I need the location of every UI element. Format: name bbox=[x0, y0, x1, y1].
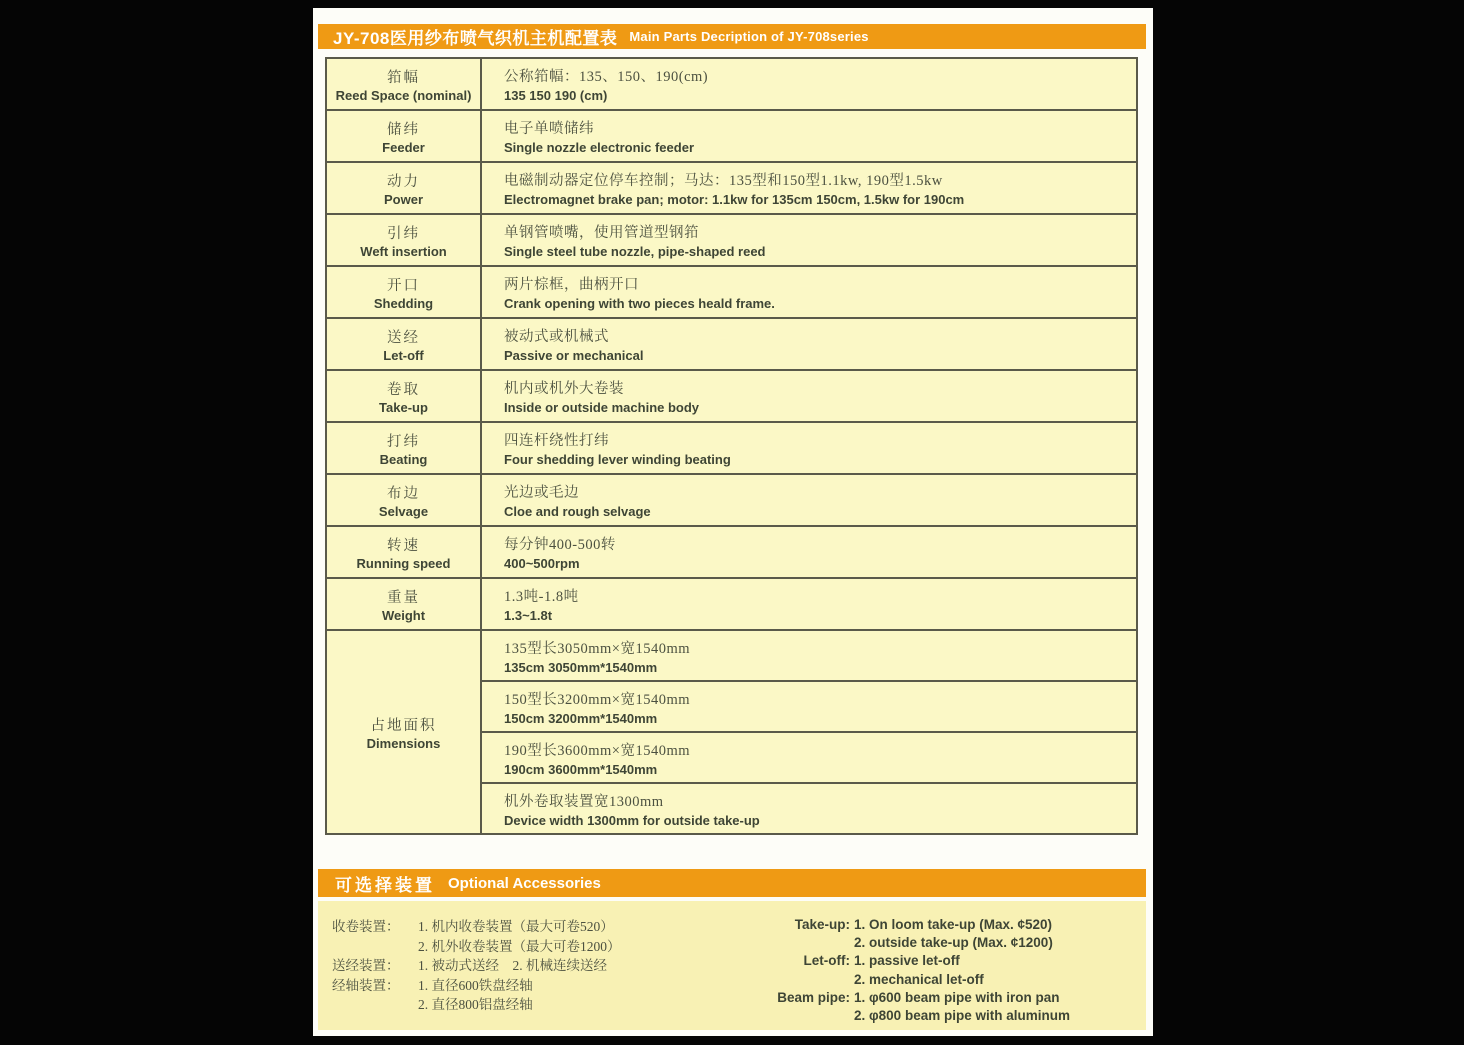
dims-desc-cn: 机外卷取装置宽1300mm bbox=[504, 793, 664, 810]
spec-desc-cell bbox=[482, 423, 1136, 473]
dimensions-sub-row-190 bbox=[482, 733, 1136, 784]
accessory-label bbox=[758, 1007, 850, 1025]
accessory-text: 2. 机外收卷装置（最大可卷1200） bbox=[418, 938, 621, 954]
accessory-text: 2. 直径800铝盘经轴 bbox=[418, 997, 533, 1012]
accessory-label: Beam pipe: bbox=[777, 989, 850, 1005]
spec-label-cell bbox=[327, 371, 482, 421]
accessories-box bbox=[318, 901, 1146, 1030]
spec-label-en: Running speed bbox=[356, 555, 451, 571]
accessory-line bbox=[332, 917, 758, 937]
spec-label-cn: 开口 bbox=[387, 277, 420, 294]
dimensions-sub-row-150 bbox=[482, 682, 1136, 733]
spec-label-cn: 筘幅 bbox=[387, 69, 420, 86]
spec-label-cell bbox=[327, 215, 482, 265]
catalog-page bbox=[313, 8, 1153, 1036]
spec-label-en: Take-up bbox=[379, 399, 428, 415]
spec-label-en: Reed Space (nominal) bbox=[335, 87, 472, 103]
dims-desc-cn: 190型长3600mm×宽1540mm bbox=[504, 742, 691, 759]
spec-label-en: Weight bbox=[381, 607, 426, 623]
spec-row-take-up bbox=[327, 371, 1136, 423]
spec-row-weight bbox=[327, 579, 1136, 631]
spec-label-cn: 重量 bbox=[387, 589, 420, 606]
spec-desc-cell bbox=[482, 163, 1136, 213]
dimensions-sub-row-outside-takeup bbox=[482, 784, 1136, 833]
spec-row-running-speed bbox=[327, 527, 1136, 579]
spec-desc-cn: 每分钟400-500转 bbox=[504, 537, 616, 553]
spec-label-cell bbox=[327, 111, 482, 161]
accessories-title-en: Optional Accessories bbox=[448, 874, 601, 892]
spec-desc-en: Inside or outside machine body bbox=[504, 400, 700, 415]
spec-label-cn: 打纬 bbox=[387, 433, 420, 450]
spec-desc-cell bbox=[482, 475, 1136, 525]
accessory-text: 1. passive let-off bbox=[854, 953, 960, 969]
accessory-line bbox=[332, 976, 758, 996]
accessory-text: 1. On loom take-up (Max. ¢520) bbox=[854, 917, 1053, 932]
spec-desc-cn: 1.3吨-1.8吨 bbox=[504, 589, 579, 605]
spec-desc-cn: 公称筘幅：135、150、190(cm) bbox=[504, 69, 709, 85]
spec-label-cell bbox=[327, 59, 482, 109]
accessory-line bbox=[758, 1007, 1146, 1025]
spec-desc-cn: 四连杆绕性打纬 bbox=[504, 433, 609, 449]
spec-label-en: Beating bbox=[379, 451, 428, 467]
spec-label-cell bbox=[327, 267, 482, 317]
accessory-label bbox=[332, 937, 418, 957]
accessory-line bbox=[332, 956, 758, 976]
accessory-label bbox=[758, 934, 850, 952]
spec-desc-en: Cloe and rough selvage bbox=[504, 504, 651, 519]
accessory-text: 1. 机内收卷装置（最大可卷520） bbox=[418, 919, 614, 934]
spec-desc-en: Single nozzle electronic feeder bbox=[504, 140, 694, 155]
spec-table bbox=[325, 57, 1138, 835]
spec-row-weft-insertion bbox=[327, 215, 1136, 267]
spec-label-en: Power bbox=[383, 191, 423, 207]
accessories-title-cn: 可选择装置 bbox=[335, 875, 435, 895]
spec-label-cn: 转速 bbox=[387, 537, 420, 554]
accessory-line bbox=[332, 995, 758, 1015]
accessories-title-bar bbox=[318, 869, 1146, 897]
spec-desc-en: 1.3~1.8t bbox=[504, 608, 553, 623]
accessory-line bbox=[758, 989, 1146, 1007]
spec-desc-cn: 单钢管喷嘴，使用管道型钢筘 bbox=[504, 225, 699, 241]
spec-desc-en: Single steel tube nozzle, pipe-shaped reed bbox=[504, 244, 766, 259]
accessory-label: 经轴装置： bbox=[332, 977, 400, 993]
main-title-cn: JY-708医用纱布喷气织机主机配置表 bbox=[333, 29, 618, 48]
spec-label-cell bbox=[327, 423, 482, 473]
accessories-column-en bbox=[758, 901, 1146, 1030]
spec-label-en: Weft insertion bbox=[360, 243, 447, 259]
spec-desc-cn: 机内或机外大卷装 bbox=[504, 381, 624, 397]
spec-row-shedding bbox=[327, 267, 1136, 319]
accessory-text: 1. 被动式送经 2. 机械连续送经 bbox=[418, 958, 607, 973]
spec-desc-cn: 两片棕框，曲柄开口 bbox=[504, 277, 639, 293]
spec-label-cn: 储纬 bbox=[387, 121, 420, 138]
accessory-text: 2. mechanical let-off bbox=[854, 971, 984, 987]
spec-row-selvage bbox=[327, 475, 1136, 527]
accessory-label bbox=[758, 971, 850, 989]
accessory-text: 1. φ600 beam pipe with iron pan bbox=[854, 989, 1060, 1005]
spec-desc-cn: 电磁制动器定位停车控制；马达：135型和150型1.1kw, 190型1.5kw bbox=[504, 173, 943, 189]
spec-desc-en: 135 150 190 (cm) bbox=[504, 88, 608, 103]
spec-label-cell bbox=[327, 527, 482, 577]
dimensions-sub-rows bbox=[482, 631, 1136, 833]
spec-row-dimensions bbox=[327, 631, 1136, 833]
spec-label-cn: 卷取 bbox=[387, 381, 420, 398]
spec-desc-cell bbox=[482, 111, 1136, 161]
spec-row-power bbox=[327, 163, 1136, 215]
accessory-label: Let-off: bbox=[803, 953, 850, 969]
spec-label-en: Feeder bbox=[382, 139, 425, 155]
spec-label-cell bbox=[327, 475, 482, 525]
accessory-label bbox=[332, 995, 418, 1015]
spec-desc-cell bbox=[482, 59, 1136, 109]
spec-label-cn: 引纬 bbox=[387, 225, 420, 242]
accessory-label: 收卷装置： bbox=[332, 919, 400, 934]
dims-desc-cn: 150型长3200mm×宽1540mm bbox=[504, 691, 691, 708]
spec-label-en: Selvage bbox=[378, 503, 429, 519]
accessory-label: Take-up: bbox=[794, 917, 850, 932]
spec-desc-cn: 被动式或机械式 bbox=[504, 329, 609, 345]
dims-desc-en: 135cm 3050mm*1540mm bbox=[504, 659, 658, 675]
spec-label-cell bbox=[327, 163, 482, 213]
spec-row-beating bbox=[327, 423, 1136, 475]
spec-desc-cell bbox=[482, 319, 1136, 369]
spec-label-cn: 布边 bbox=[387, 485, 420, 502]
accessory-text: 2. outside take-up (Max. ¢1200) bbox=[854, 935, 1053, 951]
spec-row-reed-space bbox=[327, 59, 1136, 111]
spec-row-feeder bbox=[327, 111, 1136, 163]
dimensions-label-cn: 占地面积 bbox=[370, 717, 437, 734]
accessory-text: 2. φ800 beam pipe with aluminum bbox=[854, 1008, 1070, 1024]
spec-desc-en: Passive or mechanical bbox=[504, 348, 644, 363]
dimensions-sub-row-135 bbox=[482, 631, 1136, 682]
dimensions-label-en: Dimensions bbox=[366, 735, 441, 751]
spec-label-cn: 送经 bbox=[387, 329, 420, 346]
dims-desc-en: Device width 1300mm for outside take-up bbox=[504, 812, 760, 828]
accessory-line bbox=[758, 934, 1146, 952]
spec-desc-en: Four shedding lever winding beating bbox=[504, 452, 731, 467]
dimensions-label-cell bbox=[327, 631, 482, 833]
dims-desc-en: 190cm 3600mm*1540mm bbox=[504, 761, 658, 777]
spec-label-cell bbox=[327, 319, 482, 369]
accessory-line bbox=[758, 952, 1146, 970]
spec-desc-cell bbox=[482, 371, 1136, 421]
spec-label-en: Let-off bbox=[383, 347, 424, 363]
spec-desc-cell bbox=[482, 215, 1136, 265]
dims-desc-en: 150cm 3200mm*1540mm bbox=[504, 710, 658, 726]
accessory-line bbox=[758, 971, 1146, 989]
accessory-line bbox=[332, 937, 758, 957]
spec-desc-en: Crank opening with two pieces heald frame. bbox=[504, 296, 775, 311]
spec-label-cell bbox=[327, 579, 482, 629]
main-title-en: Main Parts Decription of JY-708series bbox=[629, 29, 869, 44]
spec-desc-cell bbox=[482, 527, 1136, 577]
spec-desc-cell bbox=[482, 579, 1136, 629]
spec-desc-cell bbox=[482, 267, 1136, 317]
dims-desc-cn: 135型长3050mm×宽1540mm bbox=[504, 640, 691, 657]
spec-desc-cn: 电子单喷储纬 bbox=[504, 121, 594, 137]
spec-desc-en: 400~500rpm bbox=[504, 556, 580, 571]
accessory-text: 1. 直径600铁盘经轴 bbox=[418, 977, 533, 993]
accessories-column-cn bbox=[318, 901, 758, 1030]
main-title-bar bbox=[318, 24, 1146, 49]
spec-label-en: Shedding bbox=[373, 295, 434, 311]
spec-label-cn: 动力 bbox=[387, 173, 420, 190]
spec-desc-en: Electromagnet brake pan; motor: 1.1kw for 135cm 150cm, 1.5kw for 190cm bbox=[504, 192, 965, 207]
spec-row-let-off bbox=[327, 319, 1136, 371]
spec-desc-cn: 光边或毛边 bbox=[504, 485, 579, 501]
accessory-line bbox=[758, 916, 1146, 934]
accessory-label: 送经装置： bbox=[332, 958, 400, 973]
